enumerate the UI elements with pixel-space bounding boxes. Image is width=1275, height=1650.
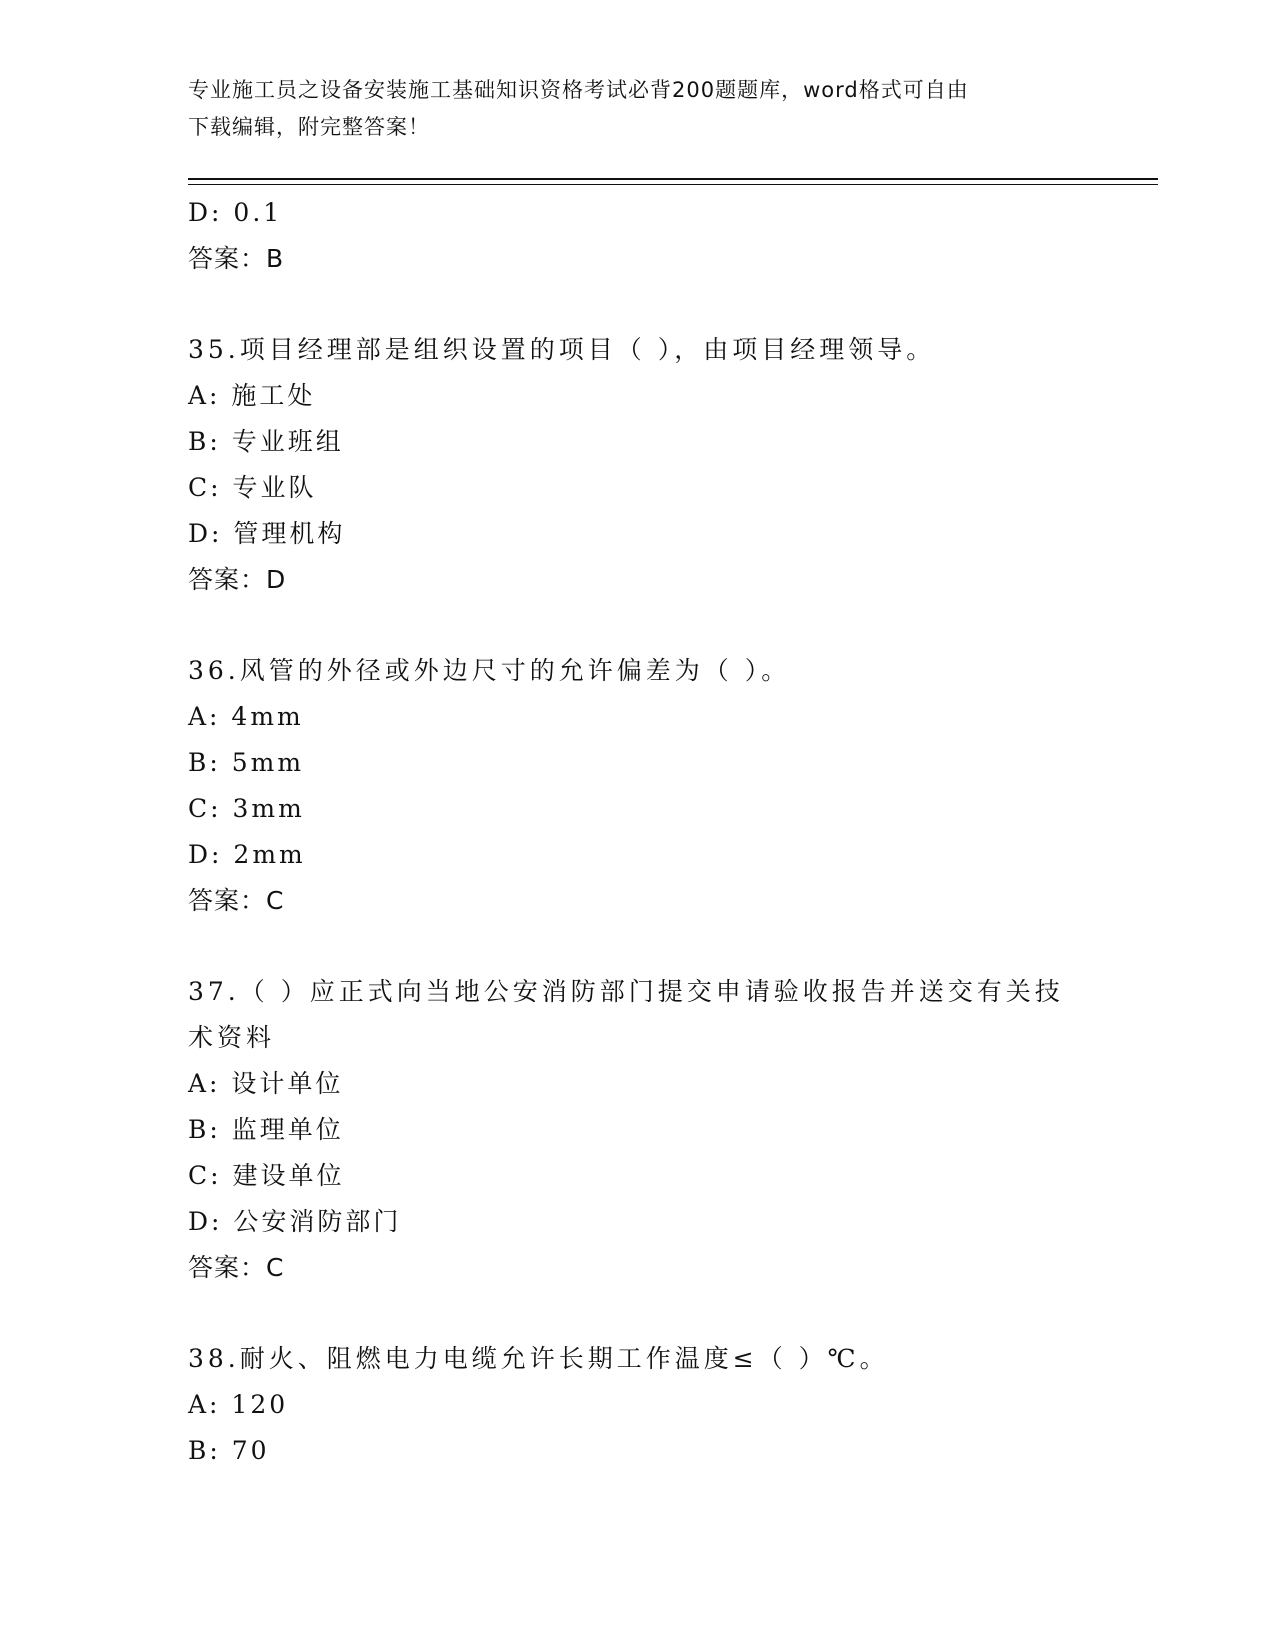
question-38 [188,1336,1088,1474]
option-c: C: 专业队 [188,473,317,502]
answer-line: 答案：B [188,244,285,273]
option-b: B: 70 [188,1436,270,1465]
question-stem-line-1: 37.（ ）应正式向当地公安消防部门提交申请验收报告并送交有关技 [188,977,1064,1006]
option-a: A: 设计单位 [188,1069,344,1098]
option-d: D: 0.1 [188,198,283,227]
option-b: B: 监理单位 [188,1115,344,1144]
option-a: A: 4mm [188,702,304,731]
question-37 [188,969,1088,1291]
option-b: B: 专业班组 [188,427,344,456]
header-line-1: 专业施工员之设备安装施工基础知识资格考试必背200题题库，word格式可自由 [188,78,969,102]
option-d: D: 管理机构 [188,519,346,548]
question-stem: 38.耐火、阻燃电力电缆允许长期工作温度≤（ ）℃。 [188,1344,889,1373]
question-stem: 36.风管的外径或外边尺寸的允许偏差为（ ）。 [188,656,791,685]
option-a: A: 施工处 [188,381,316,410]
option-b: B: 5mm [188,748,305,777]
question-stem: 35.项目经理部是组织设置的项目（ ），由项目经理领导。 [188,335,936,364]
option-d: D: 2mm [188,840,306,869]
document-body [188,190,1088,1474]
answer-line: 答案：C [188,1253,285,1282]
question-36 [188,648,1088,924]
option-d: D: 公安消防部门 [188,1207,402,1236]
document-header [188,72,1088,146]
answer-line: 答案：C [188,886,285,915]
option-c: C: 建设单位 [188,1161,345,1190]
question-stem-line-2: 术资料 [188,1023,276,1052]
header-divider-thin [188,184,1158,185]
option-a: A: 120 [188,1390,289,1419]
option-c: C: 3mm [188,794,305,823]
header-divider-thick [188,178,1158,180]
question-34-continued [188,190,1088,282]
header-line-2: 下载编辑，附完整答案！ [188,115,430,139]
question-35 [188,327,1088,603]
answer-line: 答案：D [188,565,287,594]
